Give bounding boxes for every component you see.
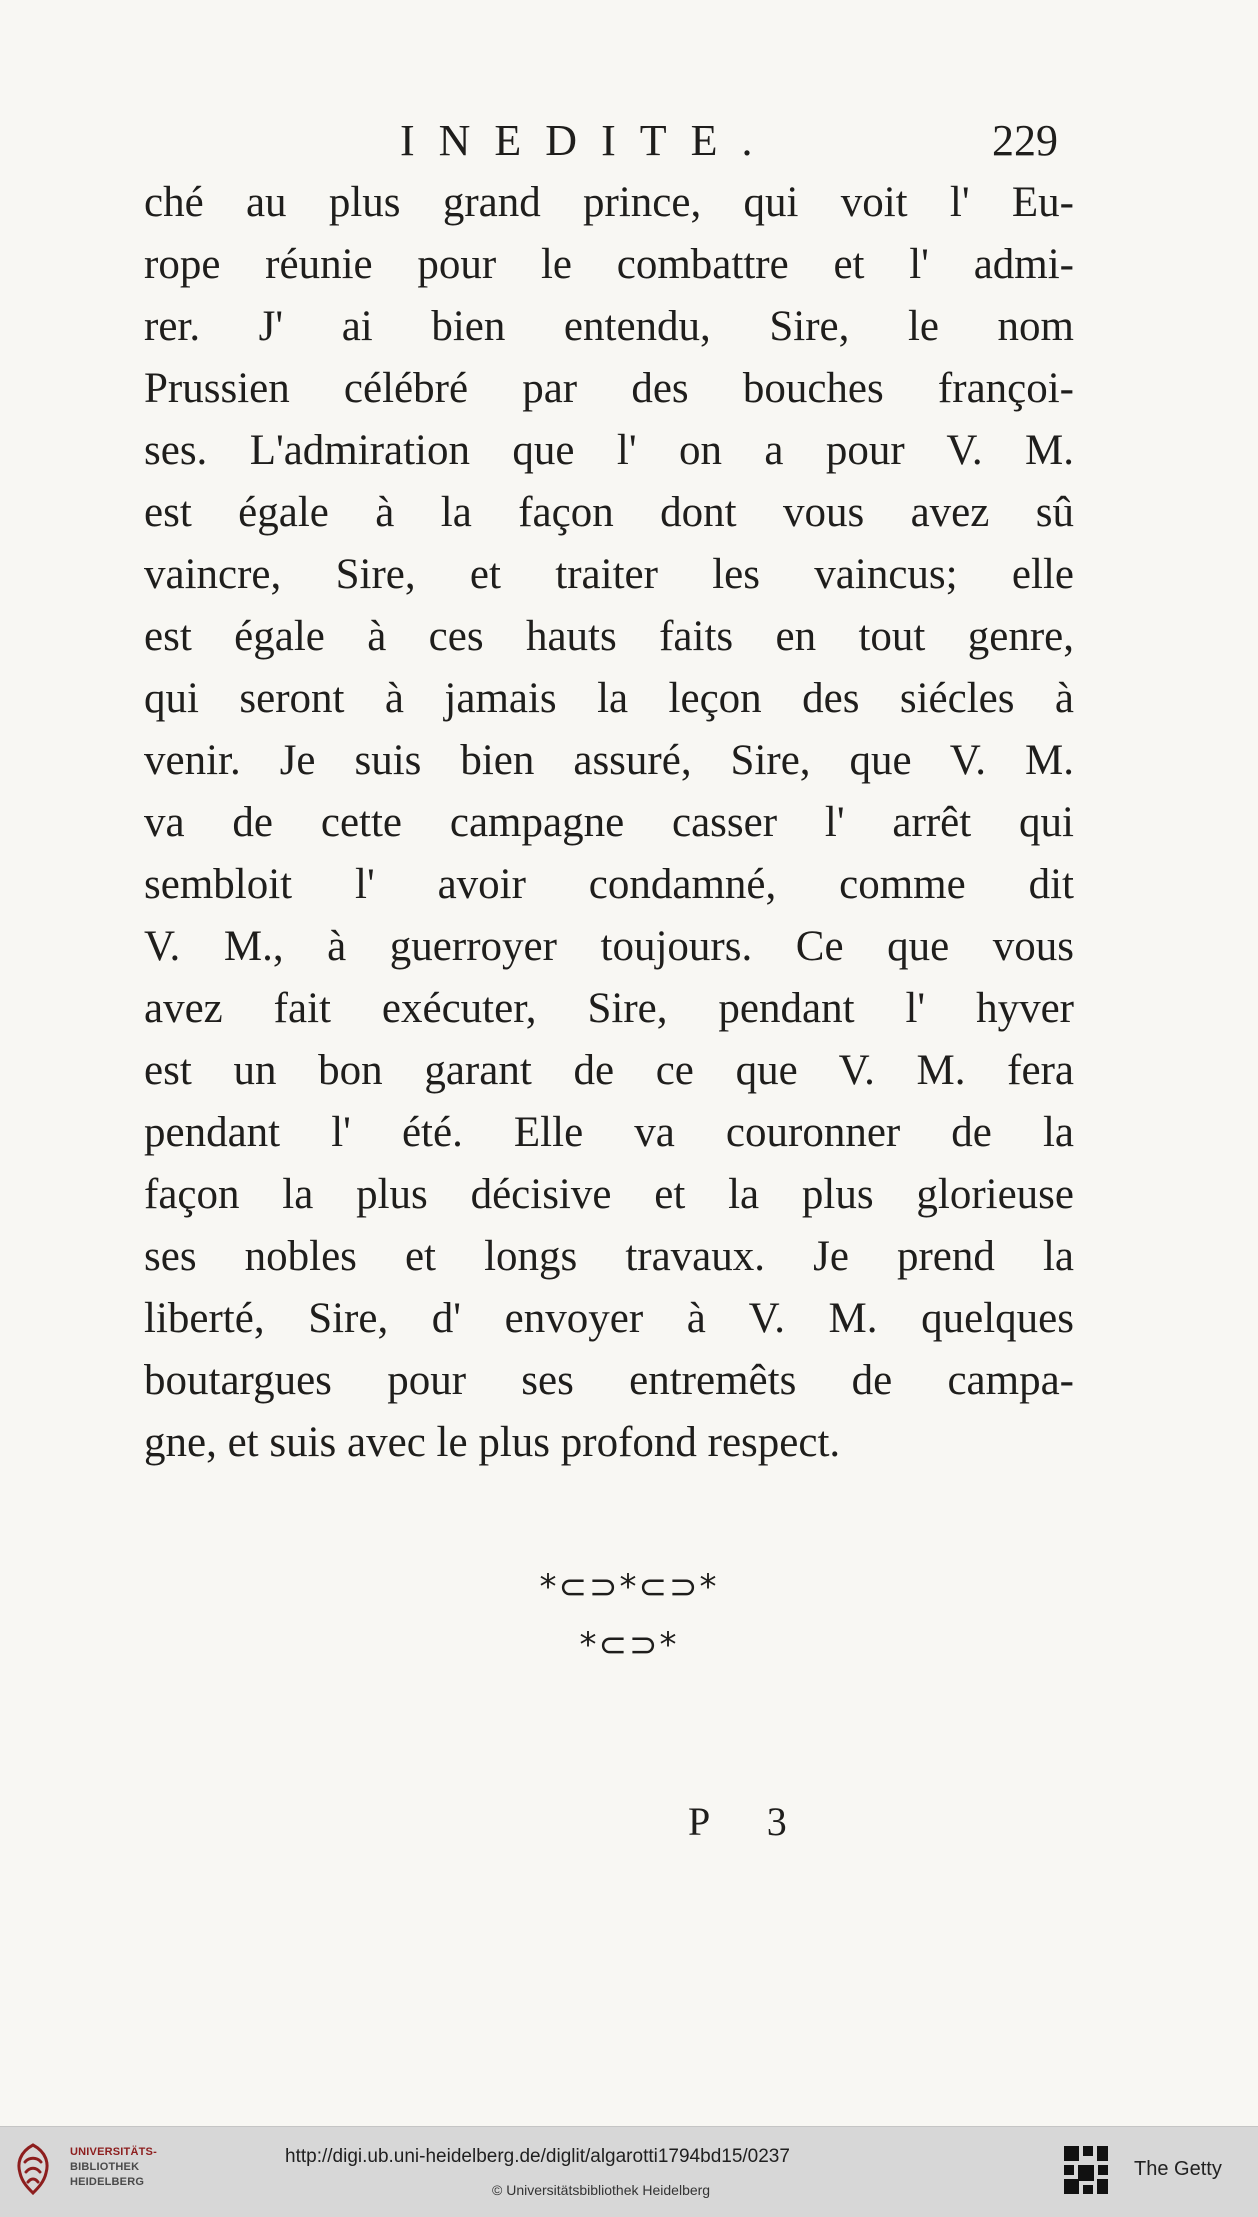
body-line-10: venir. Je suis bien assuré, Sire, que V. M. xyxy=(144,737,1074,784)
body-text xyxy=(144,172,1074,1474)
body-line-4: Prussien célébré par des bouches françoi- xyxy=(144,365,1074,412)
body-line-9: qui seront à jamais la leçon des siécles à xyxy=(144,675,1074,722)
institution-name xyxy=(70,2145,250,2190)
copyright-notice: © Universitätsbibliothek Heidelberg xyxy=(492,2182,711,2198)
body-line-3: rer. J' ai bien entendu, Sire, le nom xyxy=(144,303,1074,350)
body-line-7: vaincre, Sire, et traiter les vaincus; elle xyxy=(144,551,1074,598)
page-number: 229 xyxy=(992,116,1058,165)
university-library-logo-icon xyxy=(12,2143,54,2195)
body-line-11: va de cette campagne casser l' arrêt qui xyxy=(144,799,1074,846)
body-line-12: sembloit l' avoir condamné, comme dit xyxy=(144,861,1074,908)
body-line-17: façon la plus décisive et la plus glorieuse xyxy=(144,1171,1074,1218)
ornament-rule-top: *⊂⊃*⊂⊃* xyxy=(539,1567,719,1607)
body-line-20: boutargues pour ses entremêts de campa- xyxy=(144,1357,1074,1404)
body-line-15: est un bon garant de ce que V. M. fera xyxy=(144,1047,1074,1094)
body-line-16: pendant l' été. Elle va couronner de la xyxy=(144,1109,1074,1156)
ornament-rule-bottom: *⊂⊃* xyxy=(579,1625,679,1665)
permalink-url[interactable]: http://digi.ub.uni-heidelberg.de/diglit/algarotti1794bd15/0237 xyxy=(285,2146,790,2167)
body-line-8: est égale à ces hauts faits en tout genre, xyxy=(144,613,1074,660)
body-line-6: est égale à la façon dont vous avez sû xyxy=(144,489,1074,536)
body-line-19: liberté, Sire, d' envoyer à V. M. quelques xyxy=(144,1295,1074,1342)
getty-logo-icon xyxy=(1060,2142,1112,2198)
institution-line-3: HEIDELBERG xyxy=(70,2176,145,2188)
body-line-13: V. M., à guerroyer toujours. Ce que vous xyxy=(144,923,1074,970)
institution-line-1: UNIVERSITÄTS- xyxy=(70,2146,157,2158)
signature-mark: P 3 xyxy=(688,1799,811,1844)
partner-name: The Getty xyxy=(1134,2158,1222,2180)
running-title: INEDITE. xyxy=(400,116,777,165)
institution-line-2: BIBLIOTHEK xyxy=(70,2161,140,2173)
body-line-2: rope réunie pour le combattre et l' admi- xyxy=(144,241,1074,288)
body-line-5: ses. L'admiration que l' on a pour V. M. xyxy=(144,427,1074,474)
running-head xyxy=(0,112,1258,170)
body-line-18: ses nobles et longs travaux. Je prend la xyxy=(144,1233,1074,1280)
digitization-footer xyxy=(0,2126,1258,2217)
body-line-1: ché au plus grand prince, qui voit l' Eu- xyxy=(144,179,1074,226)
body-line-21: gne, et suis avec le plus profond respect. xyxy=(144,1419,841,1466)
body-line-14: avez fait exécuter, Sire, pendant l' hyver xyxy=(144,985,1074,1032)
